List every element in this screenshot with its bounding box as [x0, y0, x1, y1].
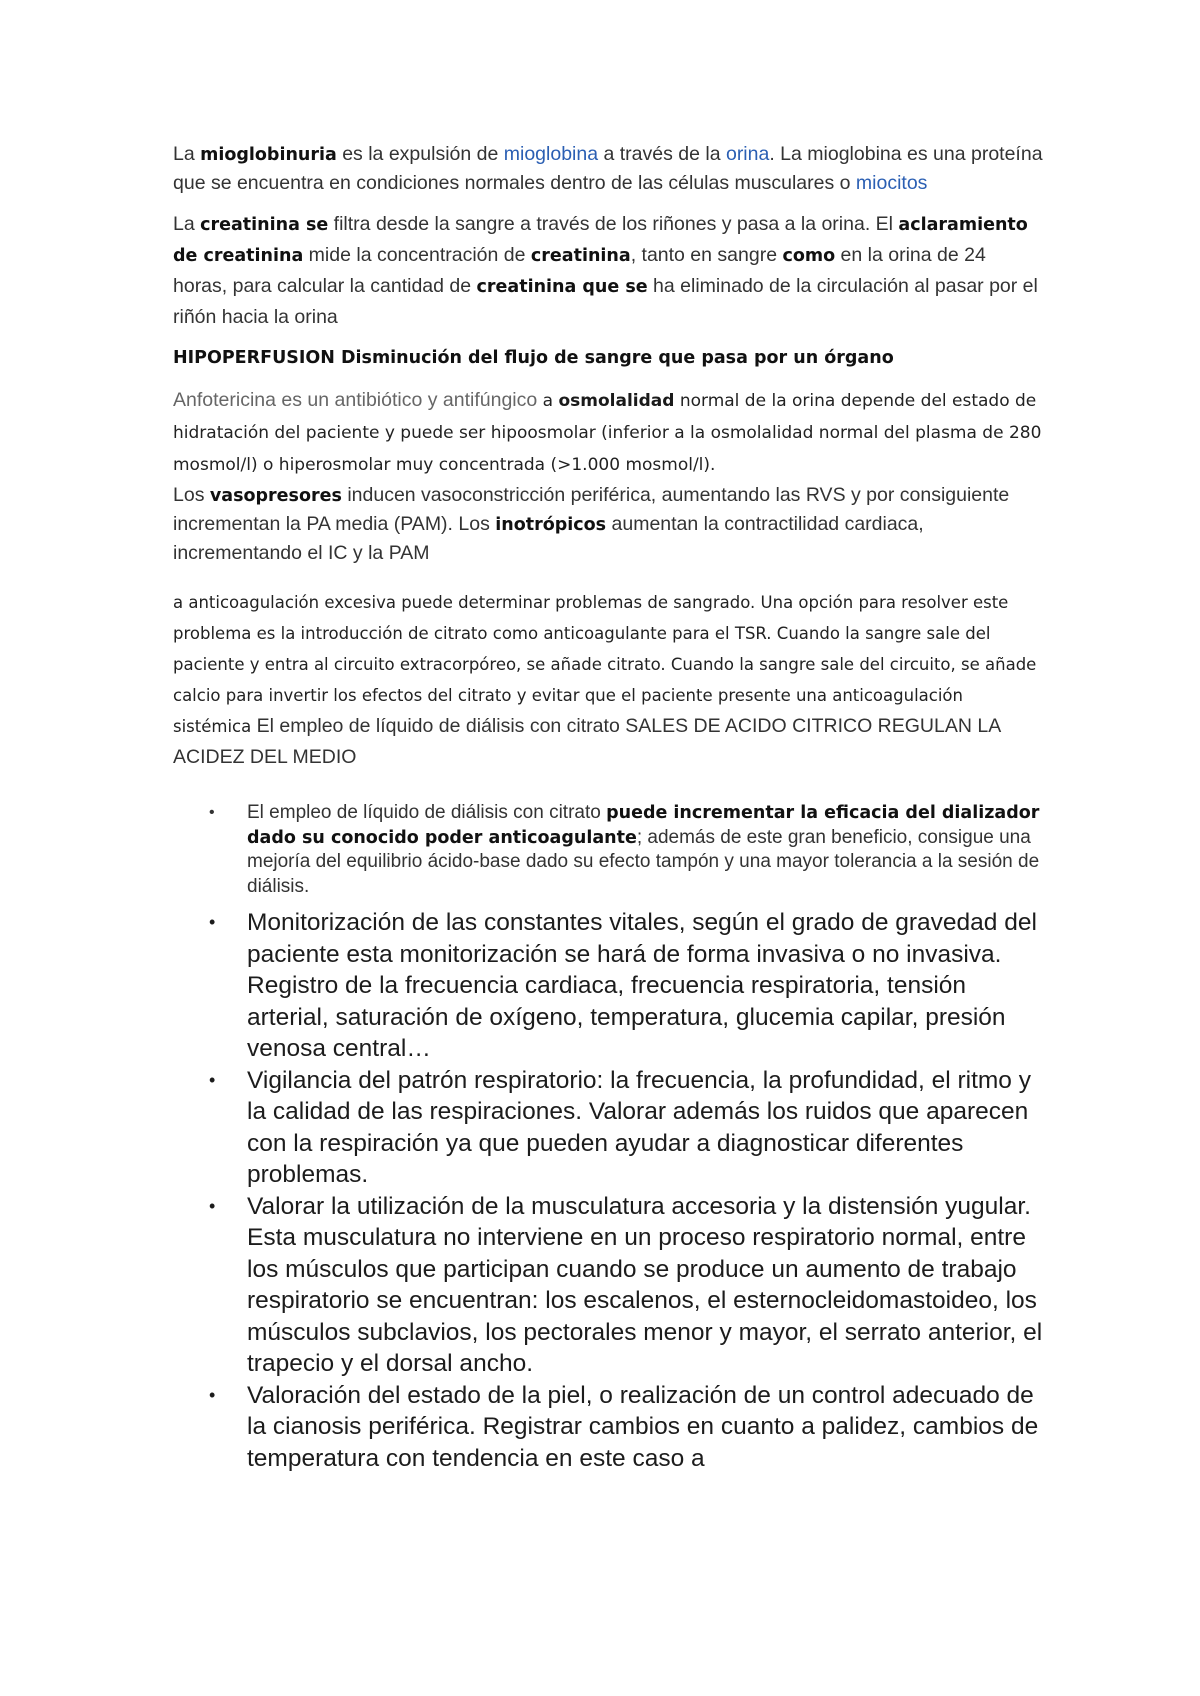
term-inotropicos: inotrópicos [495, 515, 607, 535]
bullet-icon: • [209, 912, 216, 932]
text: La [173, 213, 201, 235]
paragraph-creatinina [173, 209, 1043, 332]
term-mioglobinuria: mioglobinuria [200, 145, 337, 165]
bullet-icon: • [209, 1384, 216, 1405]
text: aumentan la contractilidad cardiaca, incrementando el IC y la PAM [173, 513, 924, 564]
text: filtra desde la sangre a través de los riñones y pasa a la orina. El [328, 213, 899, 235]
heading-hipoperfusion: HIPOPERFUSION Disminución del flujo de sangre que pasa por un órgano [173, 348, 894, 368]
document-body [173, 140, 1043, 1474]
list-item [173, 907, 1043, 1065]
text: a través de la [598, 143, 726, 165]
list-item-text: Vigilancia del patrón respiratorio: la frecuencia, la profundidad, el ritmo y la calidad de las respiraciones. Valorar además los ruidos que aparecen con la respiración ya que pueden ayudar a diagnosticar diferentes problemas. [247, 1066, 1031, 1188]
bullet-list [173, 801, 1043, 1474]
text: inducen vasoconstricción periférica, aumentando las RVS y por consiguiente incrementan la PA media (PAM). Los [173, 484, 1010, 535]
term-creatinina-se: creatinina se [200, 215, 329, 235]
text: , tanto en sangre [630, 244, 783, 266]
paragraph-mioglobinuria [173, 140, 1043, 197]
list-item [173, 801, 1043, 899]
term-como: como [782, 246, 836, 266]
link-orina[interactable]: orina [725, 143, 770, 165]
term-vasopresores: vasopresores [209, 486, 342, 506]
bullet-icon: • [209, 804, 215, 821]
text: normal de la orina depende del estado de hidratación del paciente y puede ser hipoosmolar (inferior a la osmolalidad normal del plasma de 280 mosmol/l) o hiperosmolar muy concentrada (>1.000 mosmol/l). [173, 391, 1042, 475]
text-anfotericina: Anfotericina es un antibiótico y antifúngico [173, 389, 538, 411]
paragraph-osmolalidad [173, 384, 1043, 481]
text: ha eliminado de la circulación al pasar por el riñón hacia la orina [173, 275, 1038, 328]
paragraph-vasopresores [173, 481, 1043, 567]
bullet-icon: • [209, 1195, 216, 1216]
term-creatinina: creatinina [530, 246, 631, 266]
paragraph-anticoagulacion [173, 587, 1043, 773]
text-citrato-tail: El empleo de líquido de diálisis con citrato SALES DE ACIDO CITRICO REGULAN LA ACIDEZ DEL MEDIO [173, 715, 1001, 768]
text: El empleo de líquido de diálisis con citrato [247, 802, 607, 823]
text: es la expulsión de [336, 143, 504, 165]
bullet-icon: • [209, 1069, 216, 1090]
list-item [173, 1380, 1043, 1475]
list-item-text: Monitorización de las constantes vitales, según el grado de gravedad del paciente esta monitorización se hará de forma invasiva o no invasiva. Registro de la frecuencia cardiaca, frecuencia respiratoria, tensión arterial, saturación de oxígeno, temperatura, glucemia capilar, presión venosa central… [247, 909, 1037, 1062]
term-osmolalidad: osmolalidad [558, 391, 675, 411]
term-aclaramiento: aclaramiento de creatinina [173, 215, 1028, 266]
term-eficacia: puede incrementar la eficacia del dializador dado su conocido poder anticoagulante [247, 803, 1040, 848]
text: Los [173, 484, 210, 506]
term-creatinina-que-se: creatinina que se [476, 277, 648, 297]
list-item [173, 1191, 1043, 1380]
text: ; además de este gran beneficio, consigue una mejoría del equilibrio ácido-base dado su efecto tampón y una mayor tolerancia a la sesión de diálisis. [247, 826, 1040, 897]
list-item-text: Valorar la utilización de la musculatura accesoria y la distensión yugular. Esta musculatura no interviene en un proceso respiratorio normal, entre los músculos que participan cuando se produce un aumento de trabajo respiratorio se encuentran: los escalenos, el esternocleidomastoideo, los músculos subclavios, los pectorales menor y mayor, el serrato anterior, el trapecio y el dorsal ancho. [247, 1192, 1043, 1377]
text: . La mioglobina es una proteína que se encuentra en condiciones normales dentro de las células musculares o [173, 143, 1043, 194]
text: a anticoagulación excesiva puede determinar problemas de sangrado. Una opción para resolver este problema es la introducción de citrato como anticoagulante para el TSR. Cuando la sangre sale del paciente y entra al circuito extracorpóreo, se añade citrato. Cuando la sangre sale del circuito, se añade calcio para invertir los efectos del citrato y evitar que el paciente presente una anticoagulación sistémica [173, 593, 1037, 736]
text: La [173, 143, 201, 165]
link-mioglobina[interactable]: mioglobina [503, 143, 599, 165]
text: a [537, 391, 559, 411]
list-item-text: Valoración del estado de la piel, o realización de un control adecuado de la cianosis periférica. Registrar cambios en cuanto a palidez, cambios de temperatura con tendencia en este caso a [247, 1381, 1039, 1472]
link-miocitos[interactable]: miocitos [855, 172, 928, 194]
text: en la orina de 24 horas, para calcular la cantidad de [173, 244, 986, 297]
text: mide la concentración de [303, 244, 531, 266]
list-item [173, 1065, 1043, 1191]
